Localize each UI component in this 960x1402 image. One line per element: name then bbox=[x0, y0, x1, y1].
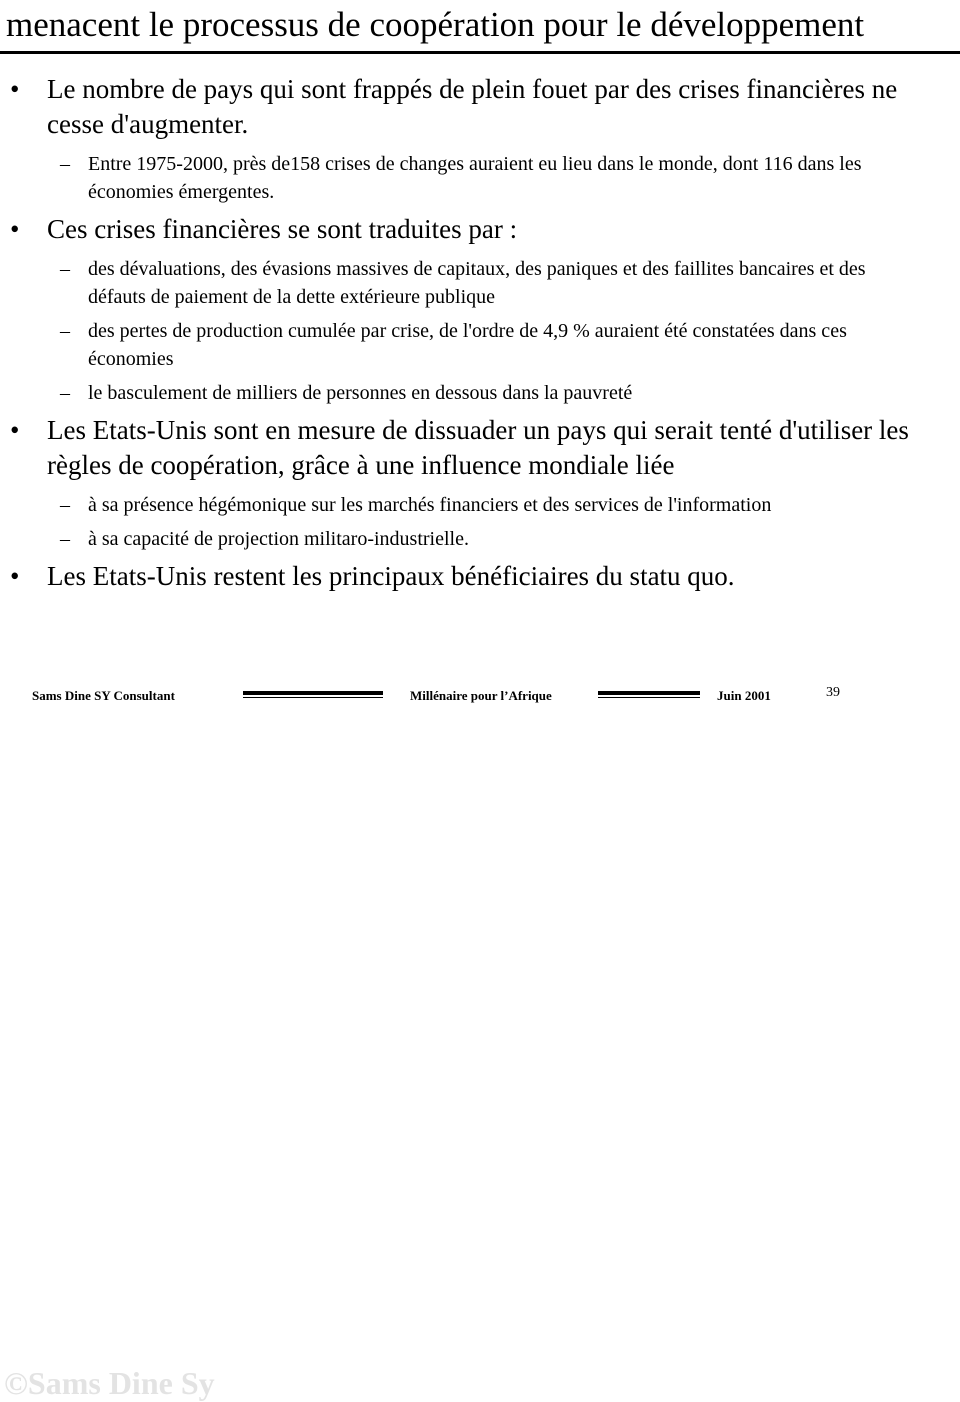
dash-marker: – bbox=[60, 153, 70, 175]
sub-bullet-item bbox=[0, 491, 960, 519]
title-underline bbox=[0, 51, 960, 54]
page-number: 39 bbox=[826, 685, 840, 700]
footer-author: Sams Dine SY Consultant bbox=[32, 688, 175, 703]
bullet-item bbox=[0, 72, 960, 142]
footer-date: Juin 2001 bbox=[717, 688, 771, 703]
bullet-marker: • bbox=[10, 74, 20, 104]
dash-marker: – bbox=[60, 320, 70, 342]
bullet-text: Le nombre de pays qui sont frappés de plein fouet par des crises financières ne cesse d'augmenter. bbox=[47, 74, 898, 139]
sub-bullet-item bbox=[0, 150, 960, 206]
sub-bullet-item bbox=[0, 379, 960, 407]
slide-title: menacent le processus de coopération pour le développement bbox=[6, 5, 865, 44]
sub-bullet-item bbox=[0, 255, 960, 311]
sub-bullet-text: à sa capacité de projection militaro-industrielle. bbox=[88, 528, 469, 550]
bullet-item bbox=[0, 413, 960, 483]
dash-marker: – bbox=[60, 258, 70, 280]
sub-bullet-text: des pertes de production cumulée par crise, de l'ordre de 4,9 % auraient été constatées dans ces économies bbox=[88, 320, 847, 370]
sub-bullet-text: Entre 1975-2000, près de158 crises de changes auraient eu lieu dans le monde, dont 116 dans les économies émergentes. bbox=[88, 153, 862, 203]
dash-marker: – bbox=[60, 494, 70, 516]
sub-bullet-text: le basculement de milliers de personnes en dessous dans la pauvreté bbox=[88, 382, 633, 404]
bullet-text: Les Etats-Unis sont en mesure de dissuader un pays qui serait tenté d'utiliser les règles de coopération, grâce à une influence mondiale liée bbox=[47, 415, 909, 480]
slide-content bbox=[0, 72, 960, 602]
bullet-marker: • bbox=[10, 214, 20, 244]
slide-footer bbox=[0, 685, 960, 1401]
bullet-text: Ces crises financières se sont traduites par : bbox=[47, 214, 518, 244]
sub-bullet-text: des dévaluations, des évasions massives de capitaux, des paniques et des faillites bancaires et des défauts de paiement de la dette extérieure publique bbox=[88, 258, 866, 308]
dash-marker: – bbox=[60, 528, 70, 550]
copyright-watermark: ©Sams Dine Sy bbox=[4, 1365, 215, 1401]
sub-bullet-text: à sa présence hégémonique sur les marchés financiers et des services de l'information bbox=[88, 494, 772, 516]
footer-rule-left bbox=[243, 691, 383, 695]
bullet-marker: • bbox=[10, 561, 20, 591]
bullet-marker: • bbox=[10, 415, 20, 445]
sub-bullet-item bbox=[0, 317, 960, 373]
bullet-item bbox=[0, 212, 960, 247]
footer-rule-right bbox=[598, 691, 700, 695]
sub-bullet-item bbox=[0, 525, 960, 553]
bullet-text: Les Etats-Unis restent les principaux bénéficiaires du statu quo. bbox=[47, 561, 735, 591]
bullet-item bbox=[0, 559, 960, 594]
footer-center-text: Millénaire pour l’Afrique bbox=[410, 688, 552, 703]
dash-marker: – bbox=[60, 382, 70, 404]
